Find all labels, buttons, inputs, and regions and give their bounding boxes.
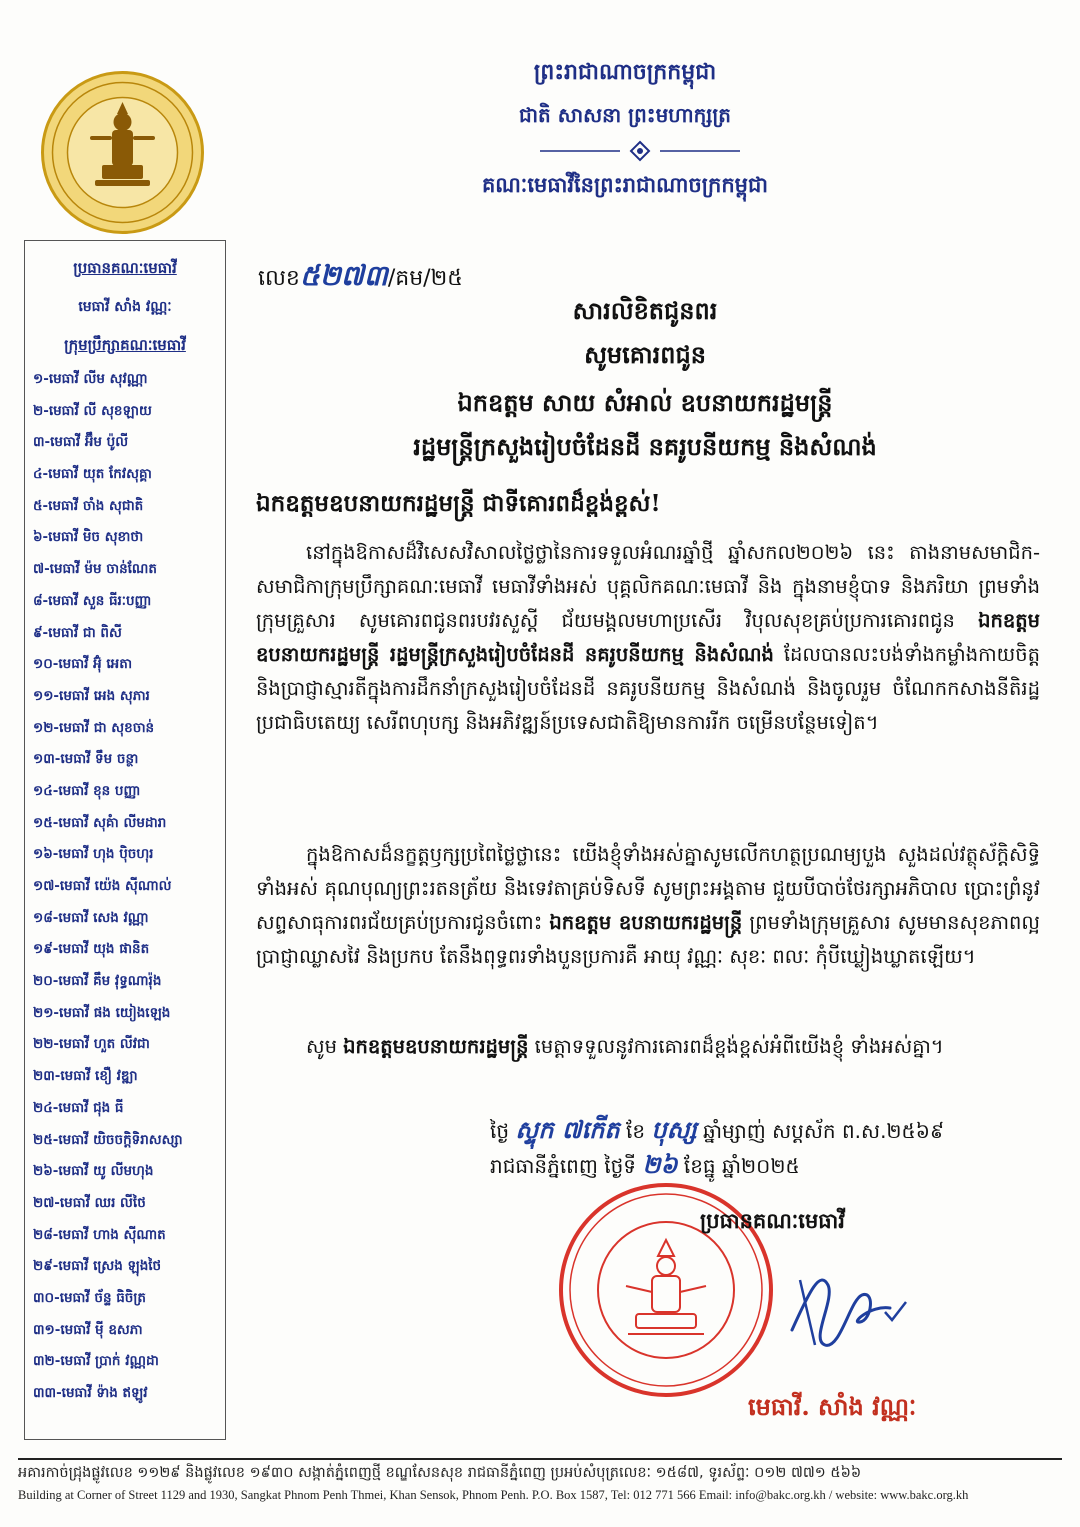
council-member: ១៧-មេធាវី យ៉េង ស៊ីណាល់ (33, 878, 172, 894)
p3-text-bold: ឯកឧត្តមឧបនាយករដ្ឋមន្ត្រី (343, 1035, 529, 1058)
letter-addressee-name: ឯកឧត្តម សាយ សំអាល់ ឧបនាយករដ្ឋមន្ត្រី (457, 388, 833, 417)
p3-text-a: សូម (306, 1035, 337, 1058)
council-member: ១៨-មេធាវី សេង វណ្ណា (33, 909, 149, 926)
council-member: ២៤-មេធាវី ជុង ធី (33, 1099, 124, 1116)
council-member: ៣២-មេធាវី ប្រាក់ វណ្ណដា (33, 1353, 159, 1370)
sidebar-council-heading: ក្រុមប្រឹក្សាគណៈមេធាវី (64, 336, 186, 354)
p1-text-bold: ឯកឧត្តមឧបនាយករដ្ឋមន្ត្រី រដ្ឋមន្ត្រីក្រសួងរៀបចំដែនដី នគរូបនីយកម្ម និងសំណង់ (256, 609, 1040, 666)
council-member: ២-មេធាវី លី សុខឡាយ (33, 402, 152, 419)
council-member: ២០-មេធាវី គឹម វុទ្ធណារ៉ុង (33, 973, 162, 990)
p2-text-c: ព្រមទាំងក្រុមគ្រួសារ សូមមានសុខភាពល្អ ប្រាជ្ញាឈ្លាសវៃ និងប្រកប តែនឹងពុទ្ធពរទាំងបួនប្រការគឺ អាយុ វណ្ណៈ សុខៈ ពលៈ កុំបីឃ្លៀងឃ្លាតឡើយ។ (256, 911, 1041, 968)
body-paragraph-3 (256, 1030, 1040, 1064)
council-member: ៣៣-មេធាវី ទ៉ាង ឥឡូវ (33, 1385, 148, 1401)
letter-salutation: ឯកឧត្តមឧបនាយករដ្ឋមន្ត្រី ជាទីគោរពដ៏ខ្ពង់ខ្ពស់! (256, 490, 661, 517)
council-member: ២១-មេធាវី ផង យៀងឡេង (33, 1004, 171, 1021)
council-member: ២៥-មេធាវី យិចចក្តិទិរាសស្សា (33, 1131, 183, 1148)
council-heading: គណៈមេធាវីនៃព្រះរាជាណាចក្រកម្ពុជា (481, 172, 769, 197)
lunar-month: បុស្ស (651, 1116, 697, 1144)
p1-text-c: ដែលបានលះបង់ទាំងកម្លាំងកាយចិត្ត និងប្រាជ្ញាស្មារតីក្នុងការដឹកនាំក្រសួងរៀបចំដែនដី នគរូបនីយកម្ម និងសំណង់ និងចូលរួម ចំណែកកសាងនីតិរដ្ឋ ប្រជាធិបតេយ្យ សេរីពហុបក្ស និងអភិវឌ្ឍន៍ប្រទេសជាតិឱ្យមានការរីក ចម្រើនបន្ថែមទៀត។ (256, 643, 1040, 734)
reference-number-line (258, 258, 463, 299)
signer-name: មេធាវី. សាំង វណ្ណៈ (748, 1392, 917, 1421)
p2-text-a: ក្នុងឱកាសដ៏នក្ខត្តឫក្សប្រពៃថ្លៃថ្លានេះ យើងខ្ញុំទាំងអស់គ្នាសូមលើកហត្ថប្រណម្យបួង សួងដល់វត្ថុស័ក្តិសិទ្ធិទាំងអស់ គុណបុណ្យព្រះរតនត្រ័យ និងទេវតាគ្រប់ទិសទី សូមព្រះអង្គតាម ជួយបីបាច់ថែរក្សាអភិបាល ប្រោះព្រំនូវសព្ទសាធុការពរជ័យគ្រប់ប្រការជូនចំពោះ (256, 843, 1040, 934)
council-member: ១១-មេធាវី អេង សុភារ (33, 687, 150, 704)
council-member: ២៦-មេធាវី យូ លីមហុង (33, 1163, 154, 1180)
handwritten-signature (780, 1250, 910, 1360)
lunar-year: ឆ្នាំម្សាញ់ សប្តស័ក ព.ស.២៥៦៩ (702, 1119, 945, 1143)
footer-address-english: Building at Corner of Street 1129 and 1930, Sangkat Phnom Penh Thmei, Khan Sensok, Phnom Penh. P.O. Box 1587, Tel: 012 771 566 Email: info@bakc.org.kh / website: www.bakc.org.kh (18, 1488, 969, 1502)
council-member-list (25, 364, 225, 1410)
council-member: ១៦-មេធាវី ហុង ប៉ិចហុរ (33, 846, 154, 863)
reference-suffix: /គម/២៥ (387, 266, 463, 291)
lunar-date-line (490, 1115, 944, 1150)
council-member: ៣-មេធាវី អ៊ឹម ប៉ូលី (33, 434, 129, 451)
kingdom-heading: ព្រះរាជាណាចក្រកម្ពុជា (533, 59, 717, 85)
council-members-sidebar (24, 240, 226, 1440)
council-member: ៤-មេធាវី យុត កែវសុគ្គា (33, 466, 152, 483)
council-member: ៧-មេធាវី ម៉ម ចាន់ណែត (33, 561, 157, 578)
council-member: ៥-មេធាវី ចាំង សុជាតិ (33, 497, 144, 514)
council-member: ២៨-មេធាវី ហាង ស៊ីណាត (33, 1226, 166, 1243)
council-member: ១៥-មេធាវី សុគំា លីមដារា (33, 814, 167, 831)
month-label: ខែ (625, 1119, 646, 1143)
council-member: ២៩-មេធាវី ស្រេង ឡុងថៃ (33, 1258, 162, 1275)
reference-number: ៥២៧៣ (299, 259, 388, 292)
solar-day: ២៦ (642, 1151, 678, 1179)
sidebar-president-name: មេធាវី សាំង វណ្ណៈ (78, 299, 172, 315)
council-member: ១២-មេធាវី ជា សុខចាន់ (33, 719, 155, 736)
council-member: ២៧-មេធាវី ឈរ លីថៃ (33, 1194, 146, 1211)
council-member: ១-មេធាវី លីម សុវណ្ណា (33, 371, 148, 387)
footer-divider (18, 1458, 1062, 1460)
sidebar-president-heading: ប្រធានគណៈមេធាវី (73, 259, 177, 277)
council-member: ១៤-មេធាវី ខុន បញ្ញា (33, 782, 141, 799)
p2-text-bold: ឯកឧត្តម ឧបនាយករដ្ឋមន្ត្រី (549, 911, 743, 934)
lunar-day: ស្ទុក ៧កើត (515, 1116, 620, 1144)
letter-title: សារលិខិតជូនពរ (572, 296, 718, 325)
council-member: ៣០-មេធាវី ច័ន្ទ ធិចិត្រ (33, 1289, 146, 1306)
letter-addressee-position: រដ្ឋមន្ត្រីក្រសួងរៀបចំដែនដី នគរូបនីយកម្ម និងសំណង់ (413, 432, 877, 461)
ornament-divider-icon (540, 140, 740, 162)
council-member: ២៣-មេធាវី ខឿ វឌ្ឍា (33, 1068, 138, 1085)
reference-prefix: លេខ (258, 266, 300, 291)
council-member: ២២-មេធាវី ហួត លីវជា (33, 1036, 150, 1053)
council-member: ៣១-មេធាវី ម៉ី ឧសភា (33, 1321, 143, 1338)
date-label: ថ្ងៃ (490, 1119, 510, 1143)
council-member: ១៩-មេធាវី យុង ផានិត (33, 941, 150, 958)
body-paragraph-2 (256, 838, 1040, 974)
p3-text-c: មេត្តាទទួលនូវការគោរពដ៏ខ្ពង់ខ្ពស់អំពីយើងខ្ញុំ ទាំងអស់គ្នា។ (534, 1035, 944, 1058)
p1-text-a: នៅក្នុងឱកាសដ៏វិសេសវិសាលថ្លៃថ្លានៃការទទួលអំណរឆ្នាំថ្មី ឆ្នាំសកល២០២៦ នេះ តាងនាមសមាជិក-សមាជិកាក្រុមប្រឹក្សាគណៈមេធាវី មេធាវីទាំងអស់ បុគ្គលិកគណៈមេធាវី និង ក្នុងនាមខ្ញុំបាទ និងភរិយា ព្រមទាំងក្រុមគ្រួសារ សូមគោរពជូនពរបវរសួស្តី ជ័យមង្គលមហាប្រសើរ វិបុលសុខគ្រប់ប្រការគោរពជូន (256, 541, 1040, 632)
solar-month-year: ខែធ្នូ ឆ្នាំ២០២៥ (683, 1154, 800, 1178)
council-member: ៩-មេធាវី ជា ពិសី (33, 624, 122, 641)
letter-addressee-intro: សូមគោរពជូន (584, 340, 706, 369)
place-date-label: រាជធានីភ្នំពេញ ថ្ងៃទី (490, 1154, 637, 1178)
bar-association-emblem (40, 70, 205, 235)
footer-address-khmer: អគារកាច់ជ្រុងផ្លូវលេខ ១១២៩ និងផ្លូវលេខ ១៩៣០ សង្កាត់ភ្នំពេញថ្មី ខណ្ឌសែនសុខ រាជធានីភ្នំពេញ ប្រអប់សំបុត្រលេខៈ ១៥៨៧, ទូរស័ព្ទៈ ០១២ ៧៧១ ៥៦៦ (18, 1465, 862, 1481)
council-member: ៦-មេធាវី មិច សុខាថា (33, 529, 144, 546)
council-member: ១៣-មេធាវី ទឹម ចន្ថា (33, 751, 139, 768)
council-member: ១០-មេធាវី អ៊ុំ អេតា (33, 656, 133, 673)
national-motto: ជាតិ សាសនា ព្រះមហាក្សត្រ (519, 103, 731, 127)
body-paragraph-1 (256, 536, 1040, 740)
signer-title: ប្រធានគណៈមេធាវី (700, 1208, 845, 1233)
council-member: ៨-មេធាវី សួន ធីរៈបញ្ញា (33, 592, 152, 609)
